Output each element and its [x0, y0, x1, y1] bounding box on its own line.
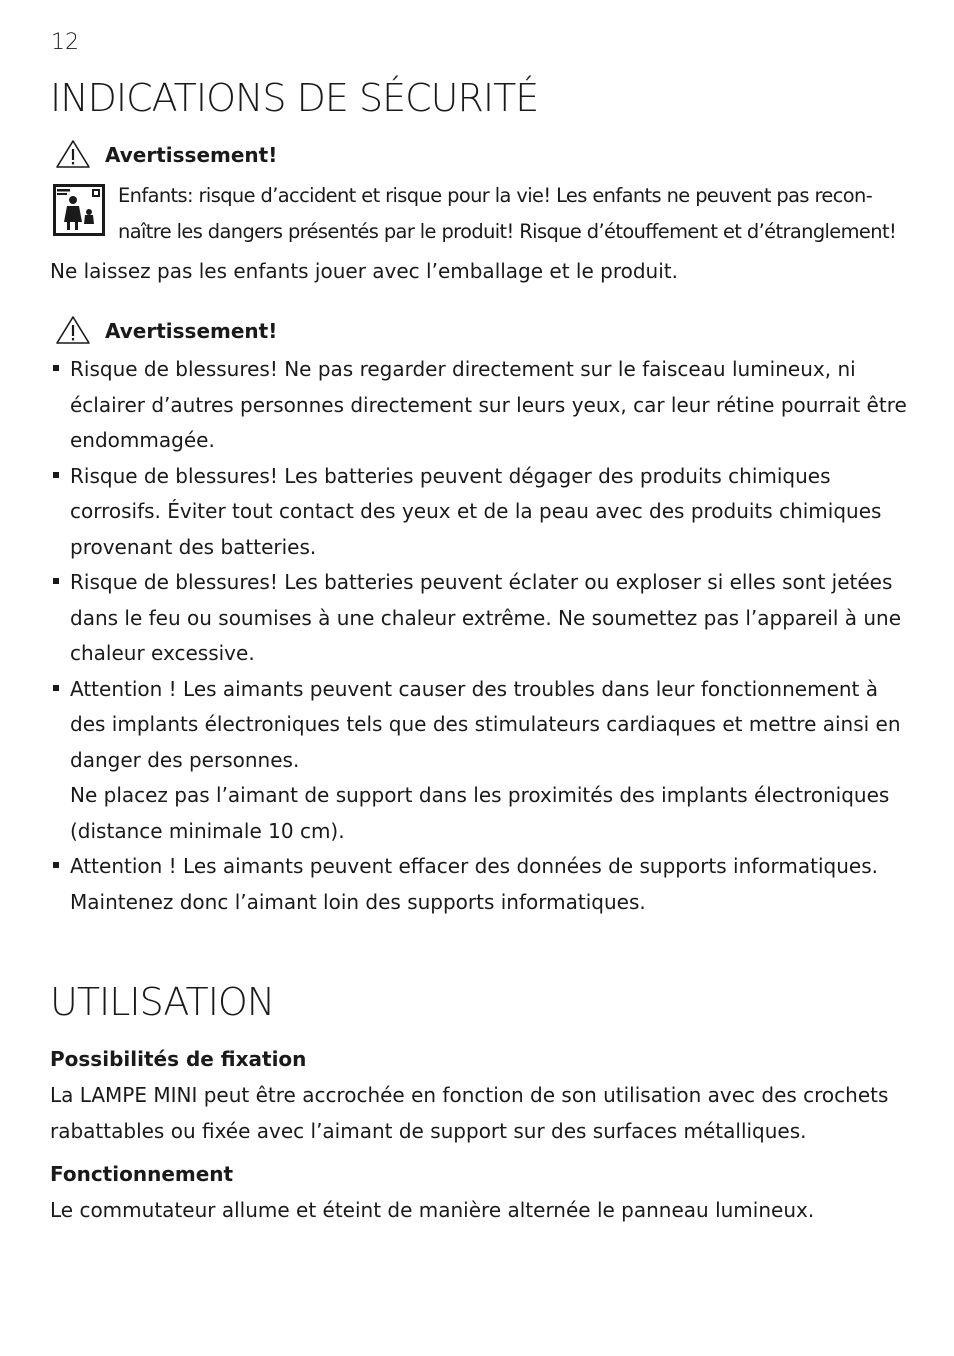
- list-item: [50, 565, 910, 672]
- list-item: [50, 459, 910, 566]
- bullet-icon: [53, 862, 59, 868]
- bullet-text: Attention ! Les aimants peuvent effacer des données de supports informatiques. Maintenez donc l’aimant loin des supports informatiques.: [70, 854, 879, 914]
- section-title-safety: INDICATIONS DE SÉCURITÉ: [50, 76, 539, 120]
- bullet-continuation: Ne placez pas l’aimant de support dans les proximités des implants électroniques (distance minimale 10 cm).: [70, 783, 890, 843]
- warning-triangle-icon: [55, 139, 91, 169]
- bullet-icon: [53, 578, 59, 584]
- packaging-note: Ne laissez pas les enfants jouer avec l’emballage et le produit.: [50, 259, 678, 283]
- subheading-operation: Fonctionnement: [50, 1162, 234, 1186]
- warning-text-children: Enfants: risque d’accident et risque pour la vie! Les enfants ne peuvent pas recon-naître les dangers présentés par le produit! Risque d’étouffement et d’étranglement!: [118, 184, 897, 243]
- warning-label: Avertissement!: [105, 143, 278, 167]
- subheading-fixation: Possibilités de fixation: [50, 1047, 307, 1071]
- bullet-text: Attention ! Les aimants peuvent causer des troubles dans leur fonctionnement à des implants électroniques tels que des stimulateurs cardiaques et mettre ainsi en danger des personnes.: [70, 676, 901, 772]
- list-item: [50, 849, 910, 920]
- bullet-icon: [53, 472, 59, 478]
- fixation-text: La LAMPE MINI peut être accrochée en fonction de son utilisation avec des crochets rabattables ou fixée avec l’aimant de support sur des surfaces métalliques.: [50, 1083, 889, 1143]
- list-item: [50, 352, 910, 459]
- bullet-text: Risque de blessures! Les batteries peuvent éclater ou exploser si elles sont jetées dans le feu ou soumises à une chaleur extrême. Ne soumettez pas l’appareil à une chaleur excessive.: [70, 570, 901, 665]
- section-title-usage: UTILISATION: [50, 980, 275, 1024]
- warning-bullet-list: [50, 352, 910, 920]
- warning-triangle-icon: [55, 315, 91, 345]
- bullet-text: Risque de blessures! Les batteries peuvent dégager des produits chimiques corrosifs. Éviter tout contact des yeux et de la peau avec des produits chimiques provenant des batteries.: [70, 463, 882, 559]
- child-safety-icon: [53, 184, 105, 236]
- warning-label: Avertissement!: [105, 319, 278, 343]
- operation-text: Le commutateur allume et éteint de manière alternée le panneau lumineux.: [50, 1198, 815, 1222]
- bullet-icon: [53, 365, 59, 371]
- list-item: [50, 672, 910, 850]
- bullet-text: Risque de blessures! Ne pas regarder directement sur le faisceau lumineux, ni éclairer d’autres personnes directement sur leurs yeux, car leur rétine pourrait être endommagée.: [70, 357, 907, 452]
- bullet-icon: [53, 685, 59, 691]
- page-number: 12: [51, 30, 79, 55]
